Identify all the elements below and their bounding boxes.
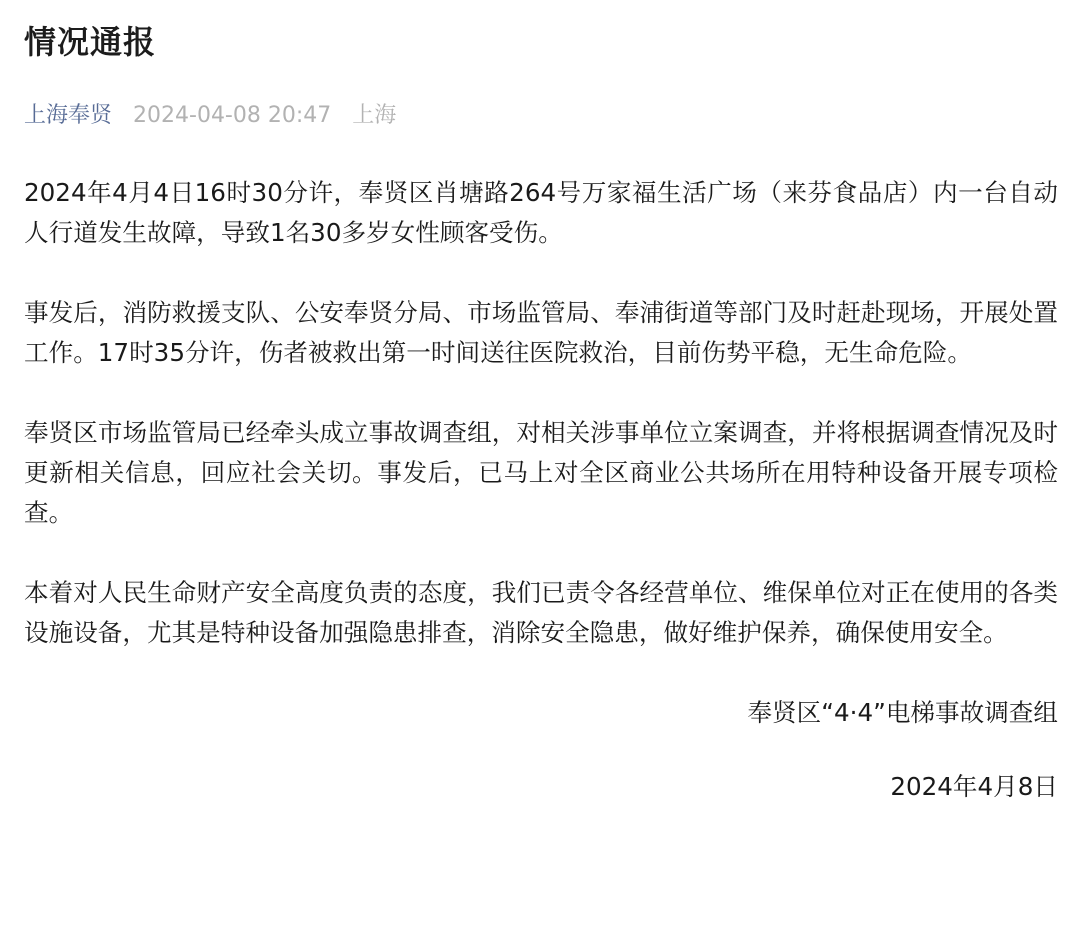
account-name-link[interactable]: 上海奉贤 bbox=[24, 103, 113, 128]
article-body bbox=[24, 173, 1058, 807]
signature: 奉贤区“4·4”电梯事故调查组 bbox=[747, 698, 1058, 727]
publish-time: 2024-04-08 20:47 bbox=[133, 103, 332, 128]
article-meta bbox=[24, 101, 1058, 131]
paragraph-1: 2024年4月4日16时30分许，奉贤区肖塘路264号万家福生活广场（来芬食品店）内一台自动人行道发生故障，导致1名30多岁女性顾客受伤。 bbox=[24, 178, 1058, 247]
paragraph-3: 奉贤区市场监管局已经牵头成立事故调查组，对相关涉事单位立案调查，并将根据调查情况及时更新相关信息，回应社会关切。事发后，已马上对全区商业公共场所在用特种设备开展专项检查。 bbox=[24, 418, 1058, 527]
signature-date: 2024年4月8日 bbox=[890, 772, 1058, 801]
publish-location: 上海 bbox=[352, 103, 397, 128]
article-title: 情况通报 bbox=[24, 23, 157, 61]
paragraph-2: 事发后，消防救援支队、公安奉贤分局、市场监管局、奉浦街道等部门及时赶赴现场，开展处置工作。17时35分许，伤者被救出第一时间送往医院救治，目前伤势平稳，无生命危险。 bbox=[24, 298, 1058, 367]
article bbox=[24, 0, 1058, 807]
paragraph-4: 本着对人民生命财产安全高度负责的态度，我们已责令各经营单位、维保单位对正在使用的各类设施设备，尤其是特种设备加强隐患排查，消除安全隐患，做好维护保养，确保使用安全。 bbox=[24, 578, 1058, 647]
